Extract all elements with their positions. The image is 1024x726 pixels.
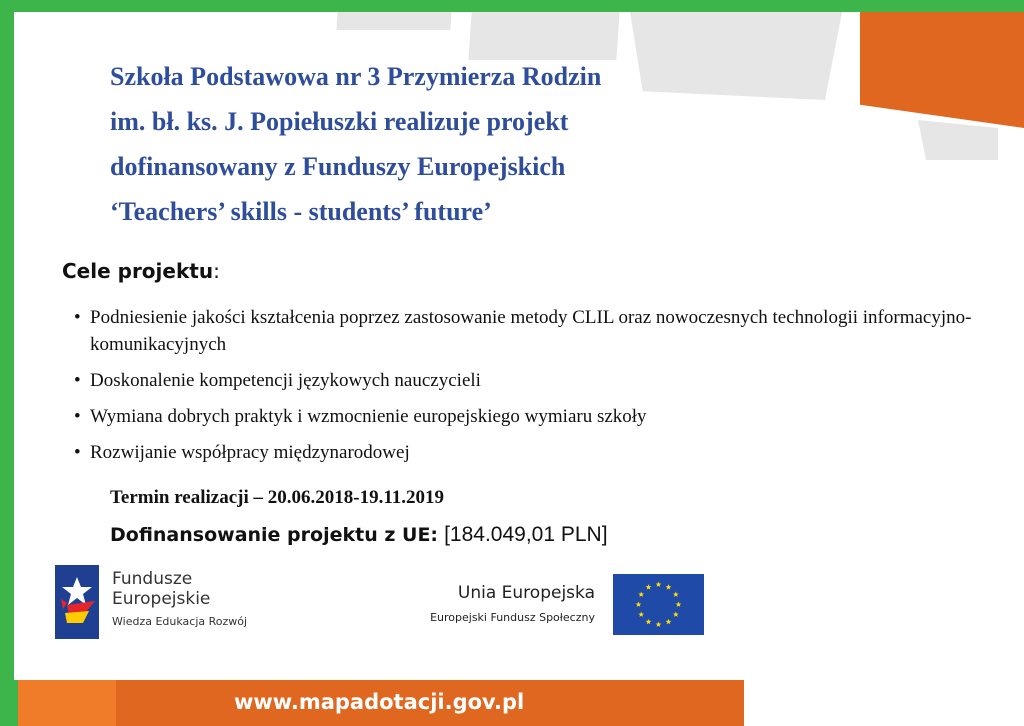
title-line-1: Szkoła Podstawowa nr 3 Przymierza Rodzin	[110, 62, 602, 91]
funding-amount	[110, 523, 608, 547]
goal-item: • Wymiana dobrych praktyk i wzmocnienie europejskiego wymiaru szkoły	[74, 403, 1014, 430]
footer-bar-accent	[18, 680, 116, 726]
green-bottom-corner	[0, 680, 18, 726]
decor-gray-shape-1	[336, 12, 451, 30]
funds-europe-star-icon	[55, 565, 99, 639]
ue-line-2: Europejski Fundusz Społeczny	[430, 611, 595, 624]
decor-gray-shape-4	[918, 120, 998, 160]
funds-europe-logo-text	[112, 569, 247, 628]
fe-line-1: Fundusze	[112, 569, 193, 589]
funding-label: Dofinansowanie projektu z UE:	[110, 524, 439, 546]
footer-url: www.mapadotacji.gov.pl	[234, 690, 525, 714]
goals-list	[74, 304, 1014, 475]
funding-value: [184.049,01 PLN]	[444, 523, 608, 546]
goal-item: • Podniesienie jakości kształcenia poprzez zastosowanie metody CLIL oraz nowoczesnych technologii informacyjno-komunikacyjnych	[74, 304, 1014, 358]
decor-gray-shape-2	[468, 12, 619, 60]
page-title	[110, 54, 810, 234]
eu-logo-text	[400, 583, 595, 624]
fe-line-2: Europejskie	[112, 589, 211, 609]
title-line-3: dofinansowany z Funduszy Europejskich	[110, 152, 566, 181]
fe-line-3: Wiedza Edukacja Rozwój	[112, 615, 248, 628]
green-top-border	[0, 0, 1024, 12]
goals-heading-colon: :	[213, 259, 220, 283]
project-dates: Termin realizacji – 20.06.2018-19.11.2019	[110, 487, 445, 508]
goals-heading-text: Cele projektu	[62, 259, 214, 283]
green-left-border	[0, 0, 14, 680]
goal-item: • Rozwijanie współpracy międzynarodowej	[74, 439, 1014, 466]
eu-flag-icon	[613, 574, 704, 635]
ue-line-1: Unia Europejska	[457, 583, 595, 603]
decor-orange-shape	[860, 12, 1024, 128]
title-line-4: ‘Teachers’ skills - students’ future’	[110, 197, 492, 226]
goals-heading	[62, 259, 220, 283]
goal-item: • Doskonalenie kompetencji językowych nauczycieli	[74, 367, 1014, 394]
title-line-2: im. bł. ks. J. Popiełuszki realizuje projekt	[110, 107, 569, 136]
